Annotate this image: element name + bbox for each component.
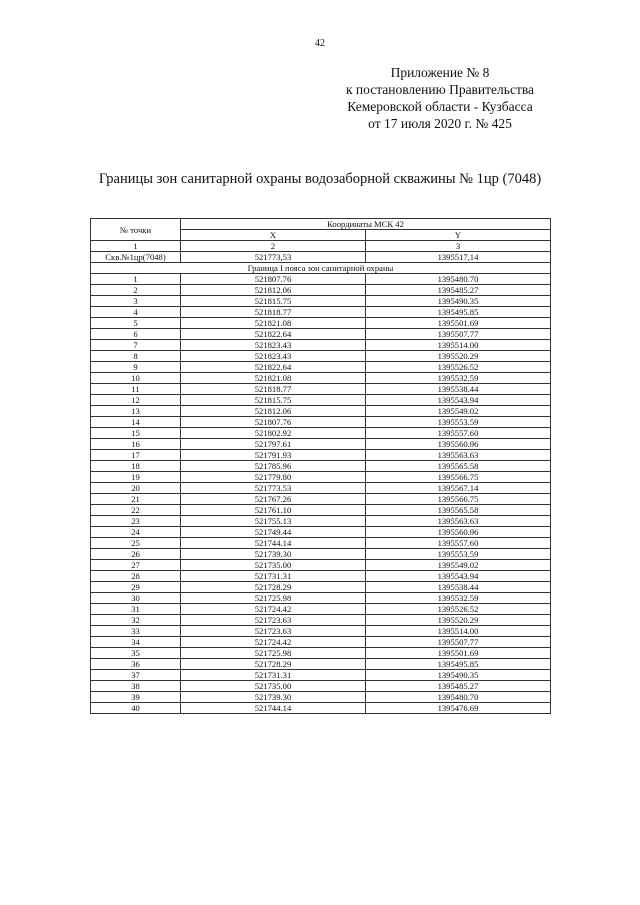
point-number-cell: 20	[91, 483, 181, 494]
header-coordinates: Координаты МСК 42	[181, 219, 551, 230]
x-cell: 521728.29	[181, 659, 366, 670]
point-number-cell: 15	[91, 428, 181, 439]
appendix-line-4: от 17 июля 2020 г. № 425	[368, 116, 512, 131]
point-number-cell: 28	[91, 571, 181, 582]
column-number: 1	[91, 241, 181, 252]
point-number-cell: 12	[91, 395, 181, 406]
y-cell: 1395476.69	[366, 703, 551, 714]
y-cell: 1395480.70	[366, 274, 551, 285]
x-cell: 521724.42	[181, 637, 366, 648]
point-number-cell: 25	[91, 538, 181, 549]
y-cell: 1395526.52	[366, 362, 551, 373]
x-cell: 521823.43	[181, 351, 366, 362]
table-row	[91, 494, 551, 505]
well-y: 1395517,14	[366, 252, 551, 263]
y-cell: 1395480.70	[366, 692, 551, 703]
x-cell: 521739.30	[181, 549, 366, 560]
document-title: Границы зон санитарной охраны водозаборной скважины № 1цр (7048)	[98, 171, 542, 187]
x-cell: 521735.00	[181, 560, 366, 571]
x-cell: 521735.00	[181, 681, 366, 692]
table-row	[91, 626, 551, 637]
table-row	[91, 307, 551, 318]
y-cell: 1395485.27	[366, 285, 551, 296]
y-cell: 1395538.44	[366, 582, 551, 593]
table-row	[91, 340, 551, 351]
y-cell: 1395553.59	[366, 549, 551, 560]
y-cell: 1395495.85	[366, 307, 551, 318]
point-number-cell: 14	[91, 417, 181, 428]
point-number-cell: 36	[91, 659, 181, 670]
y-cell: 1395543.94	[366, 395, 551, 406]
y-cell: 1395560.96	[366, 439, 551, 450]
point-number-cell: 29	[91, 582, 181, 593]
y-cell: 1395485.27	[366, 681, 551, 692]
table-row	[91, 296, 551, 307]
x-cell: 521821.08	[181, 318, 366, 329]
point-number-cell: 2	[91, 285, 181, 296]
y-cell: 1395553.59	[366, 417, 551, 428]
point-number-cell: 17	[91, 450, 181, 461]
point-number-cell: 39	[91, 692, 181, 703]
x-cell: 521797.61	[181, 439, 366, 450]
point-number-cell: 33	[91, 626, 181, 637]
x-cell: 521725.98	[181, 648, 366, 659]
x-cell: 521739.30	[181, 692, 366, 703]
point-number-cell: 21	[91, 494, 181, 505]
point-number-cell: 8	[91, 351, 181, 362]
point-number-cell: 13	[91, 406, 181, 417]
point-number-cell: 27	[91, 560, 181, 571]
y-cell: 1395501.69	[366, 648, 551, 659]
x-cell: 521815.75	[181, 395, 366, 406]
x-cell: 521744.14	[181, 703, 366, 714]
page-number: 42	[315, 38, 325, 49]
point-number-cell: 3	[91, 296, 181, 307]
well-name: Скв.№1цр(7048)	[91, 252, 181, 263]
x-cell: 521731.31	[181, 670, 366, 681]
table-row	[91, 428, 551, 439]
y-cell: 1395514.00	[366, 626, 551, 637]
point-number-cell: 22	[91, 505, 181, 516]
table-row	[91, 450, 551, 461]
x-cell: 521723.63	[181, 626, 366, 637]
x-cell: 521755.13	[181, 516, 366, 527]
x-cell: 521818.77	[181, 384, 366, 395]
point-number-cell: 35	[91, 648, 181, 659]
x-cell: 521812.06	[181, 406, 366, 417]
point-number-cell: 40	[91, 703, 181, 714]
appendix-line-2: к постановлению Правительства	[345, 82, 535, 97]
y-cell: 1395557.60	[366, 538, 551, 549]
appendix-line-3: Кемеровской области - Кузбасса	[347, 99, 533, 114]
table-row	[91, 615, 551, 626]
column-number: 2	[181, 241, 366, 252]
table-row	[91, 637, 551, 648]
point-number-cell: 26	[91, 549, 181, 560]
table-row	[91, 274, 551, 285]
y-cell: 1395538.44	[366, 384, 551, 395]
y-cell: 1395563.63	[366, 450, 551, 461]
table-row	[91, 505, 551, 516]
y-cell: 1395560.96	[366, 527, 551, 538]
y-cell: 1395526.52	[366, 604, 551, 615]
point-number-cell: 5	[91, 318, 181, 329]
x-cell: 521749.44	[181, 527, 366, 538]
table-row	[91, 648, 551, 659]
point-number-cell: 9	[91, 362, 181, 373]
y-cell: 1395557.60	[366, 428, 551, 439]
x-cell: 521823.43	[181, 340, 366, 351]
table-row	[91, 516, 551, 527]
point-number-cell: 23	[91, 516, 181, 527]
y-cell: 1395543.94	[366, 571, 551, 582]
y-cell: 1395563.63	[366, 516, 551, 527]
header-y: Y	[366, 230, 551, 241]
y-cell: 1395565.58	[366, 461, 551, 472]
section-title: Граница I пояса зон санитарной охраны	[91, 263, 551, 274]
y-cell: 1395566.75	[366, 472, 551, 483]
point-number-cell: 24	[91, 527, 181, 538]
point-number-cell: 37	[91, 670, 181, 681]
point-number-cell: 30	[91, 593, 181, 604]
table-row	[91, 417, 551, 428]
y-cell: 1395565.58	[366, 505, 551, 516]
table-row	[91, 681, 551, 692]
y-cell: 1395501.69	[366, 318, 551, 329]
well-x: 521773,53	[181, 252, 366, 263]
x-cell: 521724.42	[181, 604, 366, 615]
table-row	[91, 560, 551, 571]
table-row	[91, 593, 551, 604]
y-cell: 1395549.02	[366, 406, 551, 417]
y-cell: 1395566.75	[366, 494, 551, 505]
x-cell: 521728.29	[181, 582, 366, 593]
point-number-cell: 38	[91, 681, 181, 692]
point-number-cell: 19	[91, 472, 181, 483]
well-row	[91, 252, 551, 263]
y-cell: 1395507.77	[366, 637, 551, 648]
y-cell: 1395490.35	[366, 670, 551, 681]
y-cell: 1395495.85	[366, 659, 551, 670]
header-point-number: № точки	[91, 219, 181, 241]
appendix-header	[310, 64, 570, 132]
table-row	[91, 703, 551, 714]
table-row	[91, 538, 551, 549]
y-cell: 1395507.77	[366, 329, 551, 340]
section-row	[91, 263, 551, 274]
x-cell: 521802.92	[181, 428, 366, 439]
x-cell: 521731.31	[181, 571, 366, 582]
x-cell: 521821.08	[181, 373, 366, 384]
point-number-cell: 11	[91, 384, 181, 395]
x-cell: 521744.14	[181, 538, 366, 549]
appendix-line-1: Приложение № 8	[390, 65, 490, 80]
table-row	[91, 384, 551, 395]
point-number-cell: 10	[91, 373, 181, 384]
table-row	[91, 318, 551, 329]
y-cell: 1395549.02	[366, 560, 551, 571]
y-cell: 1395567.14	[366, 483, 551, 494]
table-row	[91, 483, 551, 494]
table-row	[91, 395, 551, 406]
x-cell: 521822.64	[181, 362, 366, 373]
point-number-cell: 16	[91, 439, 181, 450]
x-cell: 521767.26	[181, 494, 366, 505]
x-cell: 521818.77	[181, 307, 366, 318]
x-cell: 521723.63	[181, 615, 366, 626]
y-cell: 1395532.59	[366, 593, 551, 604]
point-number-cell: 4	[91, 307, 181, 318]
table-row	[91, 461, 551, 472]
header-x: X	[181, 230, 366, 241]
x-cell: 521807.76	[181, 274, 366, 285]
table-row	[91, 571, 551, 582]
table-row	[91, 439, 551, 450]
table-row	[91, 373, 551, 384]
x-cell: 521725.98	[181, 593, 366, 604]
y-cell: 1395520.29	[366, 615, 551, 626]
coordinates-table	[90, 218, 551, 714]
x-cell: 521815.75	[181, 296, 366, 307]
table-row	[91, 604, 551, 615]
point-number-cell: 7	[91, 340, 181, 351]
table-row	[91, 285, 551, 296]
point-number-cell: 6	[91, 329, 181, 340]
y-cell: 1395490.35	[366, 296, 551, 307]
table-row	[91, 362, 551, 373]
y-cell: 1395514.00	[366, 340, 551, 351]
column-number: 3	[366, 241, 551, 252]
table-row	[91, 329, 551, 340]
point-number-cell: 34	[91, 637, 181, 648]
x-cell: 521822.64	[181, 329, 366, 340]
x-cell: 521761.10	[181, 505, 366, 516]
x-cell: 521812.06	[181, 285, 366, 296]
table-row	[91, 472, 551, 483]
point-number-cell: 1	[91, 274, 181, 285]
table-row	[91, 351, 551, 362]
x-cell: 521773.53	[181, 483, 366, 494]
point-number-cell: 18	[91, 461, 181, 472]
table-row	[91, 527, 551, 538]
table-row	[91, 582, 551, 593]
point-number-cell: 31	[91, 604, 181, 615]
y-cell: 1395520.29	[366, 351, 551, 362]
x-cell: 521779.80	[181, 472, 366, 483]
y-cell: 1395532.59	[366, 373, 551, 384]
x-cell: 521785.96	[181, 461, 366, 472]
x-cell: 521791.93	[181, 450, 366, 461]
table-row	[91, 549, 551, 560]
table-row	[91, 692, 551, 703]
table-row	[91, 659, 551, 670]
table-row	[91, 406, 551, 417]
point-number-cell: 32	[91, 615, 181, 626]
table-row	[91, 670, 551, 681]
x-cell: 521807.76	[181, 417, 366, 428]
